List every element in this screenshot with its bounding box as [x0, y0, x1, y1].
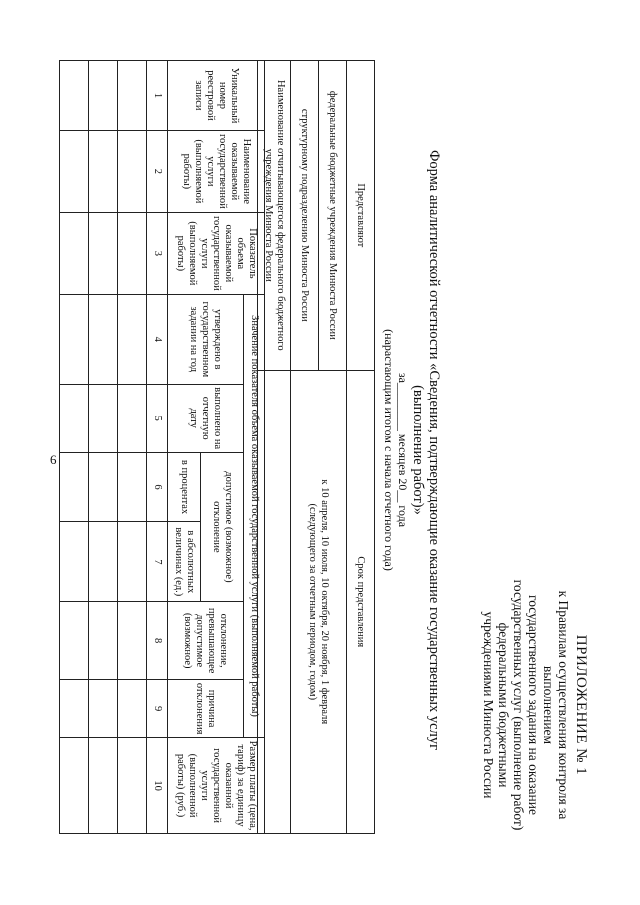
appendix-line: к Правилам осуществления контроля за выполнением	[541, 590, 571, 820]
deadline-line1: к 10 апреля, 10 июля, 10 октября, 20 ноября, 1 февраля	[319, 479, 331, 725]
col-number: 3	[147, 212, 168, 294]
header-fee: Размер платы (цена, тариф) за единицу оказанной государственной услуги (выполненной работы) (руб.)	[168, 738, 265, 834]
header-percent: в процентах	[168, 452, 201, 522]
header-approved: утверждено в государственном задании на год	[168, 294, 244, 384]
header-absolute: в абсолютных величинах (ед.)	[168, 522, 201, 602]
header-unique-number: Уникальный номер реестровой записи	[168, 61, 265, 131]
recipient-value: структурному подразделению Минюста России	[291, 61, 319, 371]
header-value-group: Значение показателя объема оказываемой государственной услуги (выполняемой работы)	[244, 294, 265, 737]
appendix-line: федеральными бюджетными	[496, 622, 511, 788]
header-exceeding-deviation: отклонение, превышающее допустимое (возможное)	[168, 602, 244, 680]
empty-row	[89, 61, 118, 834]
appendix-title: ПРИЛОЖЕНИЕ № 1	[573, 634, 589, 776]
page-number: 6	[50, 452, 57, 467]
appendix-block	[481, 555, 588, 855]
col-number: 10	[147, 738, 168, 834]
col-number: 1	[147, 61, 168, 131]
header-deviation-reason: причина отклонения	[168, 680, 244, 738]
col-number: 4	[147, 294, 168, 384]
appendix-line: государственных услуг (выполнение работ)	[511, 579, 526, 831]
submitters-header: Представляют	[347, 61, 375, 371]
col-number: 5	[147, 384, 168, 452]
header-volume-indicator: Показатель объема оказываемой государственной услуги (выполняемой работы)	[168, 212, 265, 294]
deadline-line2: (следующего за отчетным периодом, годом)	[307, 503, 319, 701]
col-number: 9	[147, 680, 168, 738]
form-title-line1: Форма аналитической отчетности «Сведения, подтверждающие оказание государственных услуг	[426, 149, 442, 751]
appendix-line: государственного задания на оказание	[526, 595, 541, 815]
form-title-line2: (выполнение работ)»	[410, 385, 426, 515]
col-number: 7	[147, 522, 168, 602]
submitters-value: федеральные бюджетные учреждения Минюста России	[319, 61, 347, 371]
header-done: выполнено на отчетную дату	[168, 384, 244, 452]
col-number: 2	[147, 130, 168, 212]
period-note: (нарастающим итогом с начала отчетного года)	[382, 329, 396, 571]
header-service-name: Наименование оказываемой государственной услуги (выполняемой работы)	[168, 130, 265, 212]
services-table	[59, 60, 265, 834]
submission-table	[257, 60, 375, 834]
deadline-value	[291, 370, 347, 833]
institution-name-label: Наименование отчитывающегося федерального бюджетного учреждения Минюста России	[258, 61, 291, 371]
col-number: 8	[147, 602, 168, 680]
empty-row	[60, 61, 89, 834]
col-number: 6	[147, 452, 168, 522]
appendix-line: учреждениями Минюста России	[481, 611, 496, 799]
form-title-block	[382, 130, 442, 770]
header-allowed-deviation: допустимое (возможное) отклонение	[201, 452, 244, 602]
deadline-header: Срок представления	[347, 370, 375, 833]
empty-row	[118, 61, 147, 834]
period-line: за________ месяцев 20__ года	[396, 372, 410, 528]
